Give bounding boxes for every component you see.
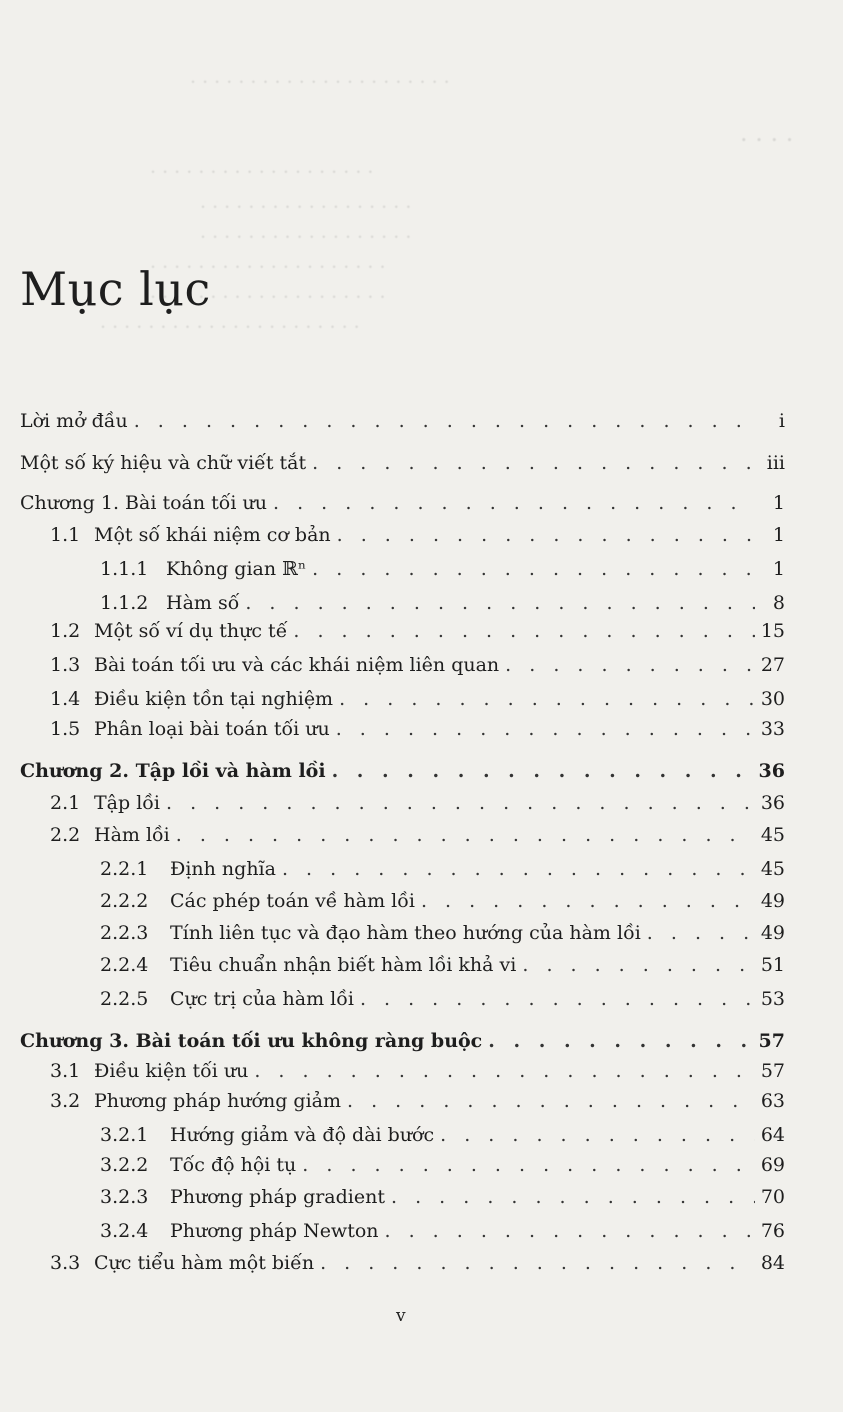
toc-entry-number: 2.1	[50, 792, 81, 814]
toc-entry-number: 2.2.2	[100, 890, 149, 912]
toc-entry-label: Cực tiểu hàm một biến	[94, 1252, 315, 1274]
dot-leader	[647, 920, 755, 946]
toc-entry-number: 1.3	[50, 654, 81, 676]
toc-entry-page: 49	[760, 890, 785, 912]
toc-entry[interactable]	[50, 652, 785, 678]
toc-entry-label: Phương pháp Newton	[170, 1220, 379, 1242]
toc-entry-page: 76	[760, 1220, 785, 1242]
toc-entry-page: 1	[772, 492, 785, 514]
toc-entry[interactable]	[100, 920, 785, 946]
dot-leader	[312, 556, 755, 582]
toc-entry-label: Một số khái niệm cơ bản	[94, 524, 331, 546]
toc-entry-page: 63	[760, 1090, 785, 1112]
toc-entry-page: 36	[760, 792, 785, 814]
toc-entry[interactable]	[20, 408, 785, 434]
toc-entry-number: 1.1	[50, 524, 81, 546]
toc-entry[interactable]	[100, 556, 785, 582]
toc-entry-page: iii	[766, 452, 785, 474]
toc-entry-number: 1.4	[50, 688, 81, 710]
toc-entry-page: 33	[760, 718, 785, 740]
toc-entry-page: 64	[760, 1124, 785, 1146]
toc-entry[interactable]	[50, 1088, 785, 1114]
toc-entry-number: 3.2.4	[100, 1220, 149, 1242]
toc-entry-page: 1	[772, 558, 785, 580]
dot-leader	[385, 1218, 755, 1244]
toc-entry-number: 2.2.3	[100, 922, 149, 944]
toc-entry-label: Tập lồi	[94, 792, 160, 814]
page-title: Mục lục	[20, 262, 211, 316]
toc-entry-page: 70	[760, 1186, 785, 1208]
toc-entry-label: Một số ví dụ thực tế	[94, 620, 288, 642]
toc-entry-page: 57	[758, 1030, 785, 1052]
dot-leader	[440, 1122, 755, 1148]
toc-entry[interactable]	[20, 490, 785, 516]
dot-leader	[522, 952, 754, 978]
toc-entry-number: 3.2	[50, 1090, 81, 1112]
toc-entry-page: 57	[760, 1060, 785, 1082]
toc-entry-page: 45	[760, 824, 785, 846]
toc-entry[interactable]	[50, 522, 785, 548]
dot-leader	[347, 1088, 755, 1114]
toc-entry[interactable]	[50, 1250, 785, 1276]
toc-entry-label: Hướng giảm và độ dài bước	[170, 1124, 435, 1146]
toc-entry-number: 1.1.2	[100, 592, 149, 614]
dot-leader	[505, 652, 755, 678]
dot-leader	[337, 522, 755, 548]
dot-leader	[488, 1028, 752, 1054]
toc-entry-page: i	[778, 410, 785, 432]
dot-leader	[282, 856, 755, 882]
toc-entry-label: Điều kiện tồn tại nghiệm	[94, 688, 334, 710]
toc-entry-label: Cực trị của hàm lồi	[170, 988, 354, 1010]
toc-entry[interactable]	[20, 450, 785, 476]
toc-entry-label: Tính liên tục và đạo hàm theo hướng của hàm lồi	[170, 922, 641, 944]
toc-entry[interactable]	[100, 1218, 785, 1244]
dot-leader	[421, 888, 755, 914]
toc-entry[interactable]	[50, 1058, 785, 1084]
toc-entry-page: 1	[772, 524, 785, 546]
toc-entry-page: 51	[760, 954, 785, 976]
toc-entry-label: Hàm số	[166, 592, 240, 614]
toc-entry[interactable]	[50, 716, 785, 742]
toc-entry-number: 3.2.1	[100, 1124, 149, 1146]
toc-entry-page: 84	[760, 1252, 785, 1274]
toc-entry-label: Hàm lồi	[94, 824, 170, 846]
toc-entry-number: 2.2.4	[100, 954, 149, 976]
toc-entry-label: Phương pháp hướng giảm	[94, 1090, 341, 1112]
toc-entry-label: Các phép toán về hàm lồi	[170, 890, 415, 912]
show-through-texture: · · · · · · · · · · · · · · · · · · · · · · · · · · · · · · · · · · · · · · · · · · · · · · · · · · · · · · · · · · · · · · · · · · · · · · · · · · · · · · · · · · · · · · · · · · · · · · · · · · · · · · · · · · · · · · · · · · · · · · · · · · · · · · · · · · · · · · · · · · · · · · ·	[100, 70, 794, 337]
toc-entry-label: Phân loại bài toán tối ưu	[94, 718, 330, 740]
toc-entry-number: 3.2.3	[100, 1186, 149, 1208]
toc-entry-page: 27	[760, 654, 785, 676]
toc-entry[interactable]	[100, 856, 785, 882]
toc-entry-label: Bài toán tối ưu và các khái niệm liên quan	[94, 654, 500, 676]
dot-leader	[293, 618, 754, 644]
toc-entry-number: 2.2	[50, 824, 81, 846]
toc-entry-label: Chương 2. Tập lồi và hàm lồi	[20, 760, 326, 782]
toc-entry[interactable]	[100, 590, 785, 616]
dot-leader	[176, 822, 755, 848]
dot-leader	[391, 1184, 755, 1210]
toc-entry-label: Điều kiện tối ưu	[94, 1060, 249, 1082]
toc-entry[interactable]	[50, 618, 785, 644]
toc-entry-number: 3.2.2	[100, 1154, 149, 1176]
toc-entry-label: Chương 1. Bài toán tối ưu	[20, 492, 267, 514]
toc-entry-page: 8	[772, 592, 785, 614]
dot-leader	[312, 450, 755, 476]
dot-leader	[134, 408, 755, 434]
dot-leader	[336, 716, 755, 742]
toc-entry-page: 15	[760, 620, 785, 642]
dot-leader	[332, 758, 753, 784]
toc-entry[interactable]	[50, 790, 785, 816]
toc-entry-number: 1.5	[50, 718, 81, 740]
toc-entry-label: Lời mở đầu	[20, 410, 128, 432]
toc-entry-label: Tốc độ hội tụ	[170, 1154, 297, 1176]
dot-leader	[166, 790, 755, 816]
toc-entry-page: 30	[760, 688, 785, 710]
toc-entry-label: Một số ký hiệu và chữ viết tắt	[20, 452, 307, 474]
dot-leader	[302, 1152, 755, 1178]
toc-entry[interactable]	[100, 986, 785, 1012]
toc-entry[interactable]	[50, 822, 785, 848]
dot-leader	[320, 1250, 755, 1276]
toc-entry[interactable]	[100, 1122, 785, 1148]
toc-entry-label: Tiêu chuẩn nhận biết hàm lồi khả vi	[170, 954, 517, 976]
toc-entry-label: Phương pháp gradient	[170, 1186, 385, 1208]
toc-entry-number: 3.3	[50, 1252, 81, 1274]
dot-leader	[339, 686, 755, 712]
toc-entry-page: 53	[760, 988, 785, 1010]
toc-entry-page: 69	[760, 1154, 785, 1176]
toc-entry-number: 2.2.5	[100, 988, 149, 1010]
dot-leader	[254, 1058, 754, 1084]
toc-entry[interactable]	[20, 1028, 785, 1054]
page-number: v	[396, 1306, 406, 1326]
dot-leader	[245, 590, 755, 616]
toc-entry[interactable]	[100, 888, 785, 914]
toc-entry-label: Chương 3. Bài toán tối ưu không ràng buộc	[20, 1030, 483, 1052]
toc-entry[interactable]	[20, 758, 785, 784]
toc-entry-label: Không gian ℝⁿ	[166, 558, 307, 580]
toc-entry-number: 1.2	[50, 620, 81, 642]
toc-entry[interactable]	[50, 686, 785, 712]
toc-entry[interactable]	[100, 1152, 785, 1178]
toc-entry-number: 3.1	[50, 1060, 81, 1082]
toc-entry-page: 45	[760, 858, 785, 880]
toc-entry-label: Định nghĩa	[170, 858, 276, 880]
toc-entry[interactable]	[100, 952, 785, 978]
toc-entry-page: 49	[760, 922, 785, 944]
dot-leader	[360, 986, 755, 1012]
toc-entry-number: 2.2.1	[100, 858, 149, 880]
toc-entry-number: 1.1.1	[100, 558, 149, 580]
toc-entry[interactable]	[100, 1184, 785, 1210]
toc-entry-page: 36	[758, 760, 785, 782]
dot-leader	[273, 490, 755, 516]
